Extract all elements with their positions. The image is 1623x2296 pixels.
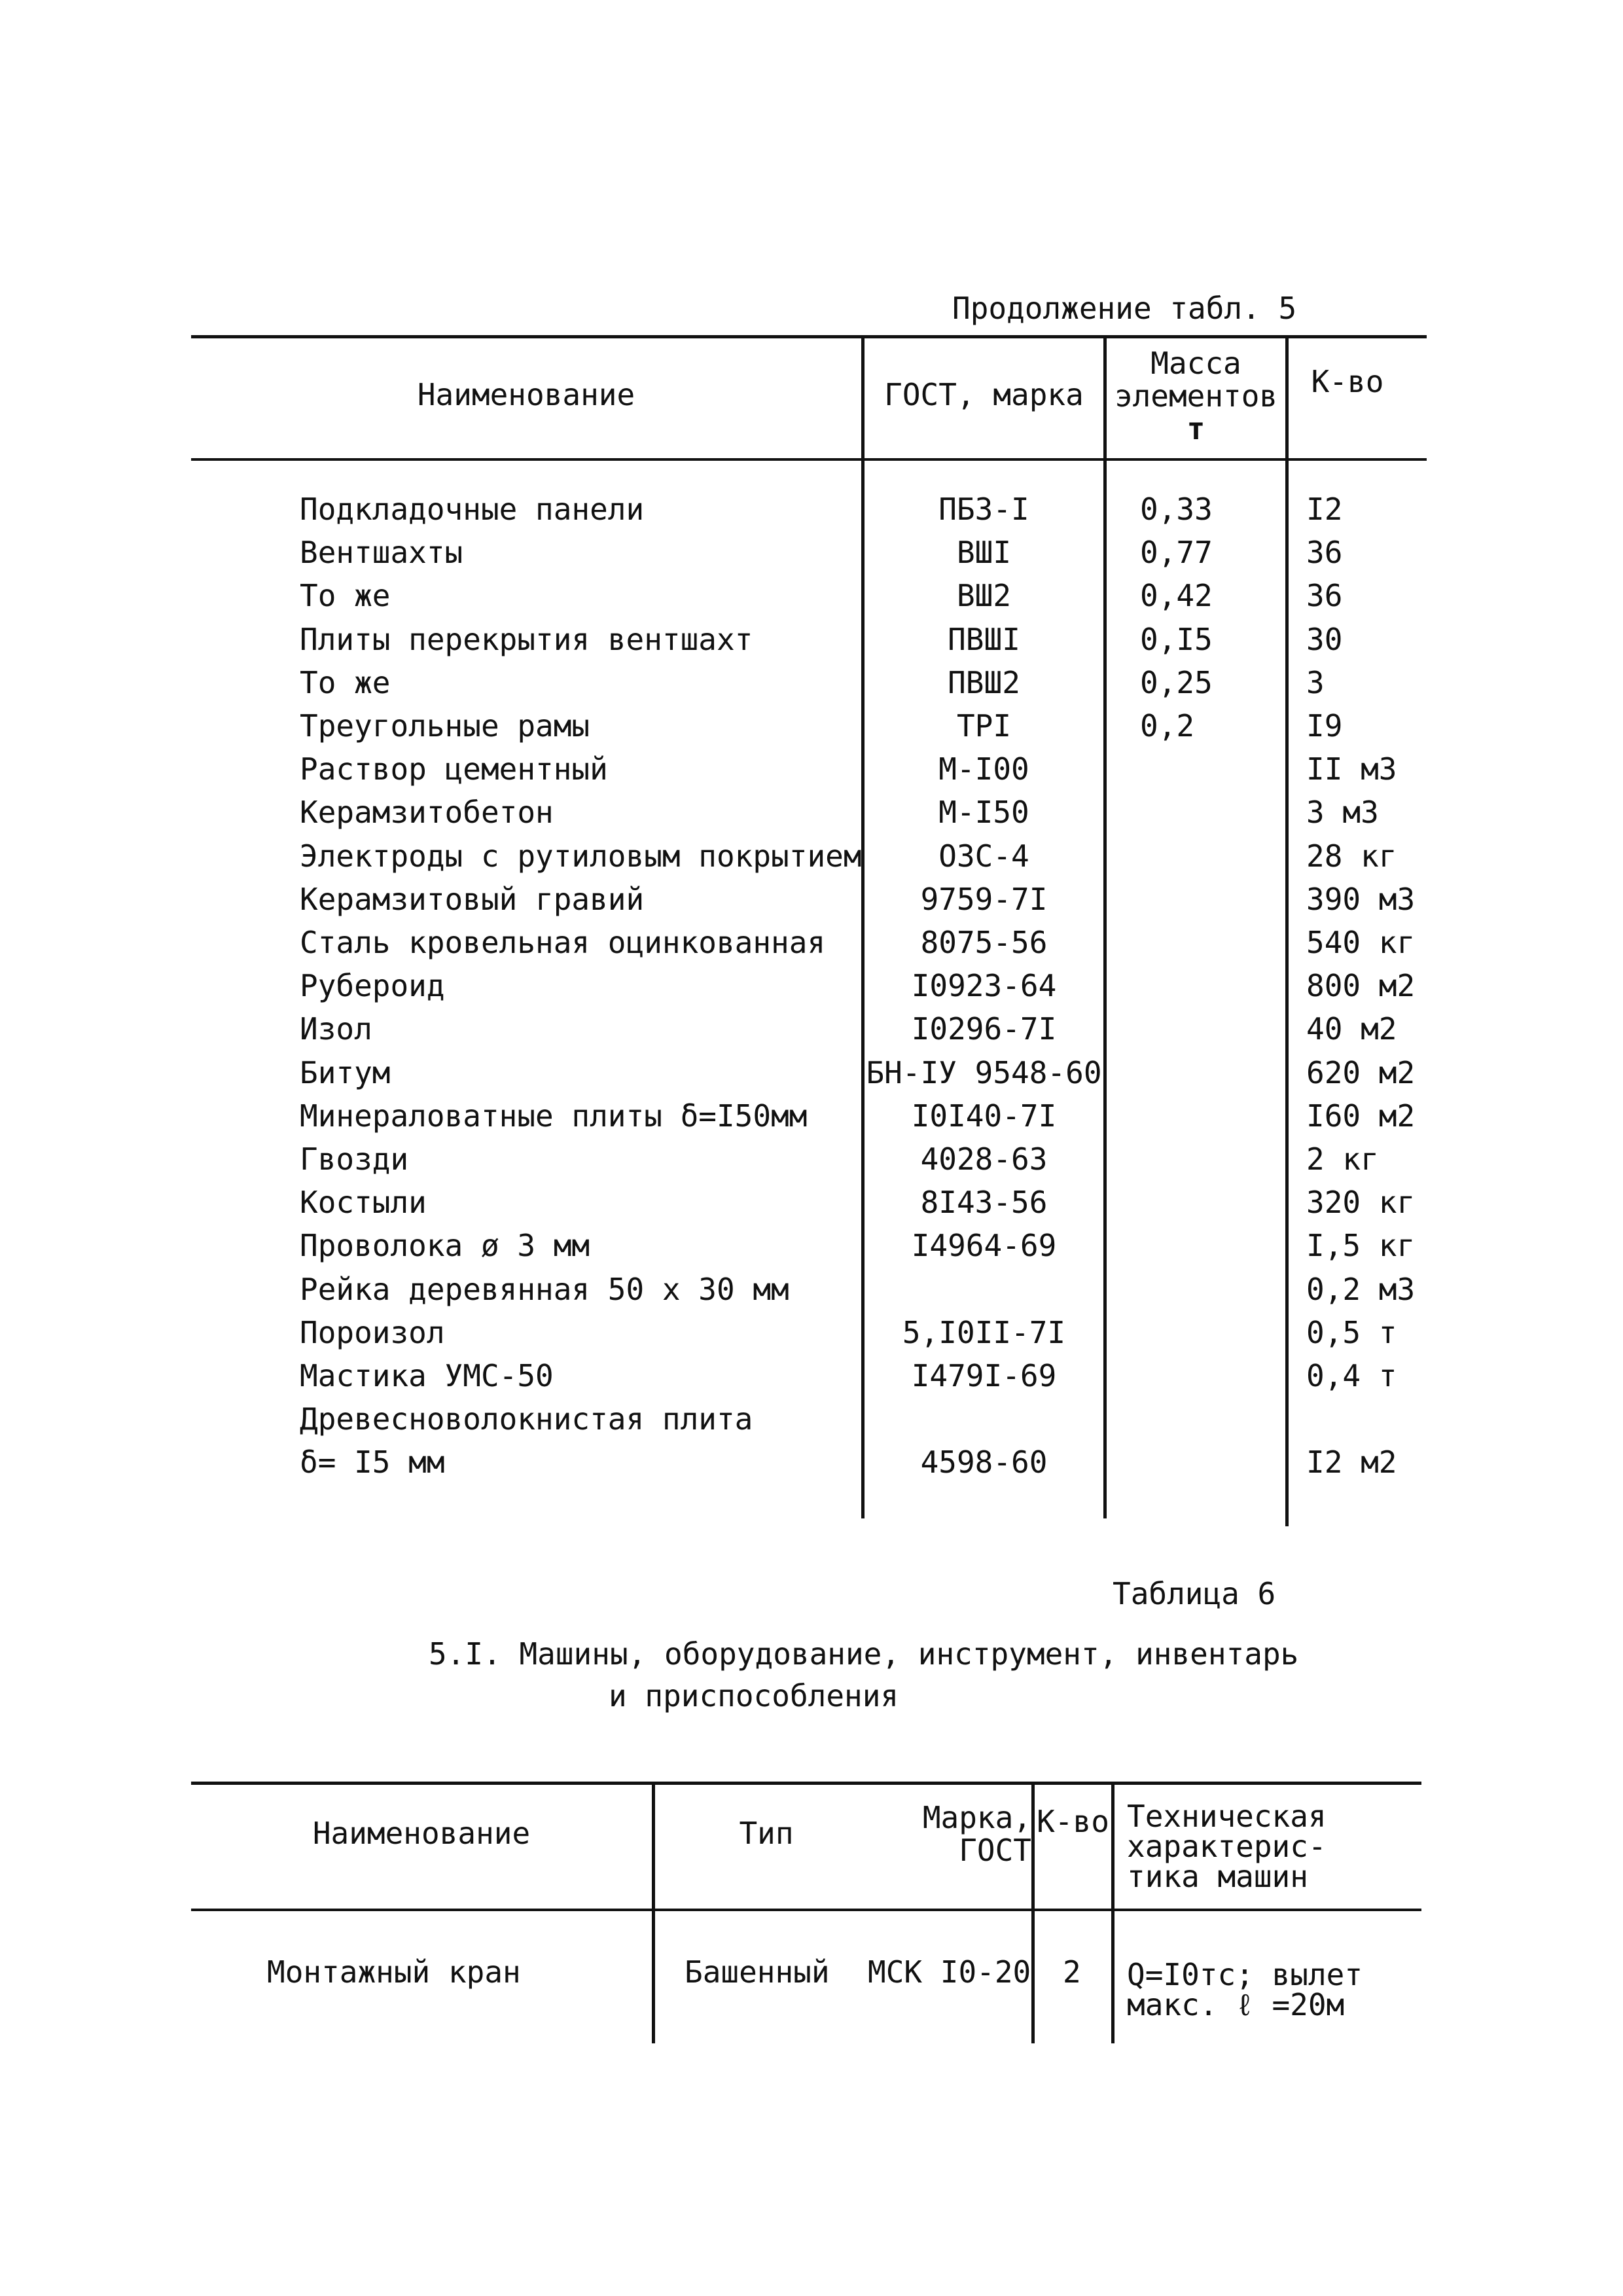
table5-cell-gost: ПВШI [948,622,1020,657]
table5-cell-mass: 0,I5 [1140,622,1213,657]
table5-cell-name: Битум [300,1055,391,1090]
table6-header-tech [1127,1801,1327,1892]
table5-cell-gost: I0I40-7I [911,1098,1057,1134]
table6-header-tech-line3: тика машин [1127,1859,1308,1894]
table5-cell-gost: БН-IУ 9548-60 [866,1055,1102,1090]
table5-cell-gost: I479I-69 [911,1358,1057,1393]
table6-header-tech-line1: Техническая [1127,1799,1327,1834]
table5-cell-qty: 390 м3 [1306,882,1416,917]
table6-top-rule [191,1782,1421,1785]
table5-cell-qty: 36 [1306,578,1343,613]
table5-cell-gost: ОЗС-4 [938,838,1029,874]
table5-cell-qty: 3 [1306,665,1325,700]
table5-cell-qty: I,5 кг [1306,1228,1416,1263]
table6-header-mark [878,1801,1031,1867]
table5-header-mass-line3: т [1186,411,1205,446]
table5-cell-gost: ПБЗ-I [938,492,1029,527]
table5-continuation-label: Продолжение табл. 5 [952,291,1297,326]
table5-cell-name: Электроды с рутиловым покрытием [300,838,862,874]
table5-cell-gost: 5,I0II-7I [902,1315,1066,1350]
table6-header-qty: К-во [1037,1804,1109,1839]
table5-col-divider-2 [1103,335,1107,1518]
table5-cell-qty: 320 кг [1306,1185,1416,1220]
table5-cell-gost: 4598-60 [920,1444,1048,1480]
table6-header-name: Наименование [312,1816,531,1851]
table5-cell-gost: I0923-64 [911,968,1057,1003]
table5-cell-qty: II м3 [1306,751,1397,787]
table5-cell-gost: 8I43-56 [920,1185,1048,1220]
table5-header-qty: К-во [1311,364,1384,399]
table6-header-tech-line2: характерис- [1127,1829,1327,1864]
table5-cell-qty: 36 [1306,535,1343,570]
table5-cell-name: Гвозди [300,1141,409,1177]
table5-cell-gost: 8075-56 [920,925,1048,960]
table5-cell-name: Керамзитобетон [300,795,554,830]
table5-cell-mass: 0,25 [1140,665,1213,700]
table5-cell-name: Древесноволокнистая плита [300,1401,753,1437]
table5-header-gost: ГОСТ, марка [884,377,1084,412]
table5-cell-mass: 0,42 [1140,578,1213,613]
table5-cell-name: Подкладочные панели [300,492,645,527]
table5-cell-name: Сталь кровельная оцинкованная [300,925,826,960]
table5-cell-qty: 30 [1306,622,1343,657]
table5-cell-name: Вентшахты [300,535,463,570]
table5-top-rule [191,335,1427,338]
table5-cell-name: Пороизол [300,1315,445,1350]
table5-cell-gost: 4028-63 [920,1141,1048,1177]
table5-cell-gost: ВШI [956,535,1012,570]
table5-cell-name: То же [300,578,391,613]
table6-cell-tech-line1: Q=I0тс; вылет [1127,1957,1363,1992]
table5-cell-qty: 40 м2 [1306,1011,1397,1047]
table5-cell-qty: 800 м2 [1306,968,1416,1003]
table5-cell-name: Мастика УМС-50 [300,1358,554,1393]
table5-cell-gost: ВШ2 [956,578,1012,613]
table5-cell-gost: I4964-69 [911,1228,1057,1263]
table5-col-divider-3 [1285,335,1289,1526]
table5-cell-qty: 0,4 т [1306,1358,1397,1393]
table5-cell-mass: 0,77 [1140,535,1213,570]
table5-cell-qty: I2 [1306,492,1343,527]
table5-cell-qty: 0,2 м3 [1306,1272,1416,1307]
table6-header-rule [191,1909,1421,1911]
table5-cell-name: То же [300,665,391,700]
table6-cell-tech-line2: макс. ℓ =20м [1127,1987,1345,2022]
table6-col-divider-3 [1111,1782,1115,2043]
table5-cell-qty: I9 [1306,708,1343,744]
table5-cell-name: Треугольные рамы [300,708,590,744]
table6-cell-qty: 2 [1063,1954,1081,1990]
table5-header-mass-line1: Масса [1150,346,1241,381]
table5-header-name: Наименование [417,377,635,412]
table5-cell-mass: 0,2 [1140,708,1195,744]
table5-cell-qty: 540 кг [1306,925,1416,960]
table5-cell-name: Костыли [300,1185,427,1220]
table5-cell-name: Рубероид [300,968,445,1003]
table6-title-line1: 5.I. Машины, оборудование, инструмент, инвентарь [429,1636,1299,1672]
table5-cell-qty: 28 кг [1306,838,1397,874]
table5-cell-name: Минераловатные плиты δ=I50мм [300,1098,808,1134]
table6-title-line2: и приспособления [609,1678,899,1713]
table6-cell-mark: МСК I0-20 [868,1954,1031,1990]
table5-cell-qty: 620 м2 [1306,1055,1416,1090]
table6-cell-tech [1127,1957,1363,2022]
table5-header-mass [1107,347,1285,445]
table5-header-rule [191,458,1427,461]
table6-header-type: Тип [739,1816,794,1851]
table5-cell-gost: ПВШ2 [948,665,1020,700]
table5-cell-gost [865,1270,1103,1309]
table6-label: Таблица 6 [1113,1576,1276,1611]
table5-cell-name: δ= I5 мм [300,1444,445,1480]
table5-cell-name: Рейка деревянная 50 х 30 мм [300,1272,789,1307]
table5-cell-qty: 0,5 т [1306,1315,1397,1350]
table5-cell-qty: 2 кг [1306,1141,1379,1177]
table5-header-mass-line2: элементов [1114,378,1278,414]
table5-cell-qty: I2 м2 [1306,1444,1397,1480]
table6-cell-name: Монтажный кран [267,1954,521,1990]
table6-header-mark-line1: Марка, [922,1800,1031,1835]
table5-cell-name: Проволока ø 3 мм [300,1228,590,1263]
table5-cell-name: Изол [300,1011,372,1047]
table5-cell-gost: М-I00 [938,751,1029,787]
table5-cell-name: Плиты перекрытия вентшахт [300,622,753,657]
table5-cell-name: Раствор цементный [300,751,608,787]
table5-cell-gost: М-I50 [938,795,1029,830]
table5-cell-gost: 9759-7I [920,882,1048,917]
table6-cell-type: Башенный [685,1954,830,1990]
table5-cell-gost: ТРI [956,708,1012,744]
table5-cell-gost [865,1399,1103,1439]
table5-cell-qty: 3 м3 [1306,795,1379,830]
table5-cell-name: Керамзитовый гравий [300,882,645,917]
table5-cell-gost: I0296-7I [911,1011,1057,1047]
table5-cell-qty: I60 м2 [1306,1098,1416,1134]
table5-cell-mass: 0,33 [1140,492,1213,527]
table6-header-mark-line2: ГОСТ [959,1833,1031,1868]
